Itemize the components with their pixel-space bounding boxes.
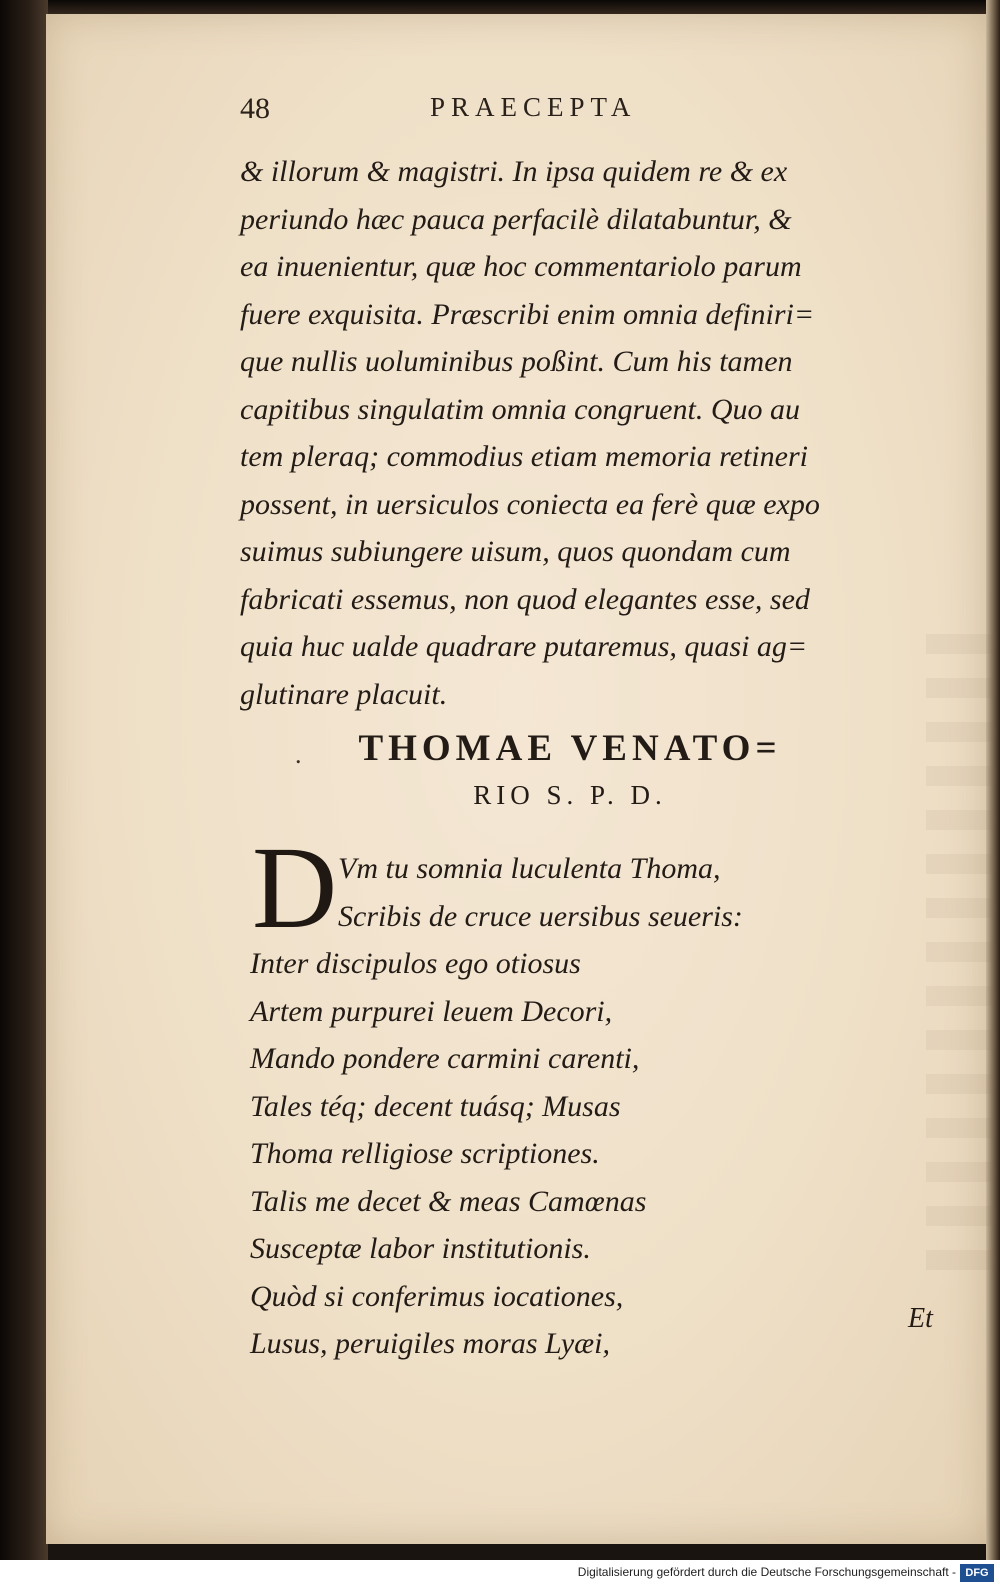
prose-line: suimus subiungere uisum, quos quondam cum (240, 535, 791, 568)
poem-line: Thoma relligiose scriptiones. (250, 1137, 600, 1170)
dedication-heading (240, 725, 900, 817)
funding-credit: Digitalisierung gefördert durch die Deutsche Forschungsgemeinschaft - (577, 1565, 956, 1579)
prose-block (240, 148, 890, 718)
dfg-logo-icon: DFG (960, 1564, 994, 1582)
page-header (240, 92, 760, 142)
poem-line: Scribis de cruce uersibus seueris: (338, 899, 743, 933)
stray-mark: . (295, 740, 302, 769)
prose-line: periundo hæc pauca perfacilè dilatabuntur, & (240, 202, 792, 236)
prose-line: & illorum & magistri. In ipsa quidem re & ex (240, 155, 788, 188)
prose-line: fabricati essemus, non quod elegantes esse, sed (240, 582, 810, 616)
poem-line: Inter discipulos ego otiosus (250, 947, 581, 980)
page-number: 48 (240, 92, 270, 125)
poem-line: Susceptæ labor institutionis. (250, 1232, 591, 1265)
poem-line: Quòd si conferimus iocationes, (250, 1279, 624, 1313)
prose-line: possent, in uersiculos coniecta ea ferè quæ expo (240, 487, 820, 521)
poem-block (250, 845, 850, 1368)
dedication-line-2: RIO S. P. D. (473, 780, 667, 810)
catchword: Et (908, 1303, 933, 1334)
prose-line: tem pleraq; commodius etiam memoria retineri (240, 440, 808, 473)
poem-line: Mando pondere carmini carenti, (250, 1042, 640, 1075)
prose-line: capitibus singulatim omnia congruent. Quo au (240, 392, 800, 426)
prose-line: que nullis uoluminibus poßint. Cum his tamen (240, 345, 793, 378)
prose-line: quia huc ualde quadrare putaremus, quasi ag= (240, 630, 808, 663)
book-spine-shadow (0, 0, 48, 1560)
poem-line: Artem purpurei leuem Decori, (250, 994, 613, 1028)
drop-cap: D (252, 822, 338, 953)
show-through-text (926, 634, 996, 1274)
prose-line: fuere exquisita. Præscribi enim omnia definiri= (240, 297, 815, 331)
prose-line: glutinare placuit. (240, 677, 448, 711)
poem-line: Lusus, peruigiles moras Lyæi, (250, 1327, 610, 1360)
poem-line: Talis me decet & meas Camœnas (250, 1184, 647, 1218)
running-title: PRAECEPTA (430, 92, 637, 122)
poem-line: Tales téq; decent tuásq; Musas (250, 1089, 621, 1123)
prose-line: ea inuenientur, quæ hoc commentariolo parum (240, 250, 802, 283)
poem-line: Vm tu somnia luculenta Thoma, (338, 852, 721, 885)
footer-bar (0, 1560, 1000, 1588)
dedication-line-1: THOMAE VENATO= (358, 728, 782, 769)
